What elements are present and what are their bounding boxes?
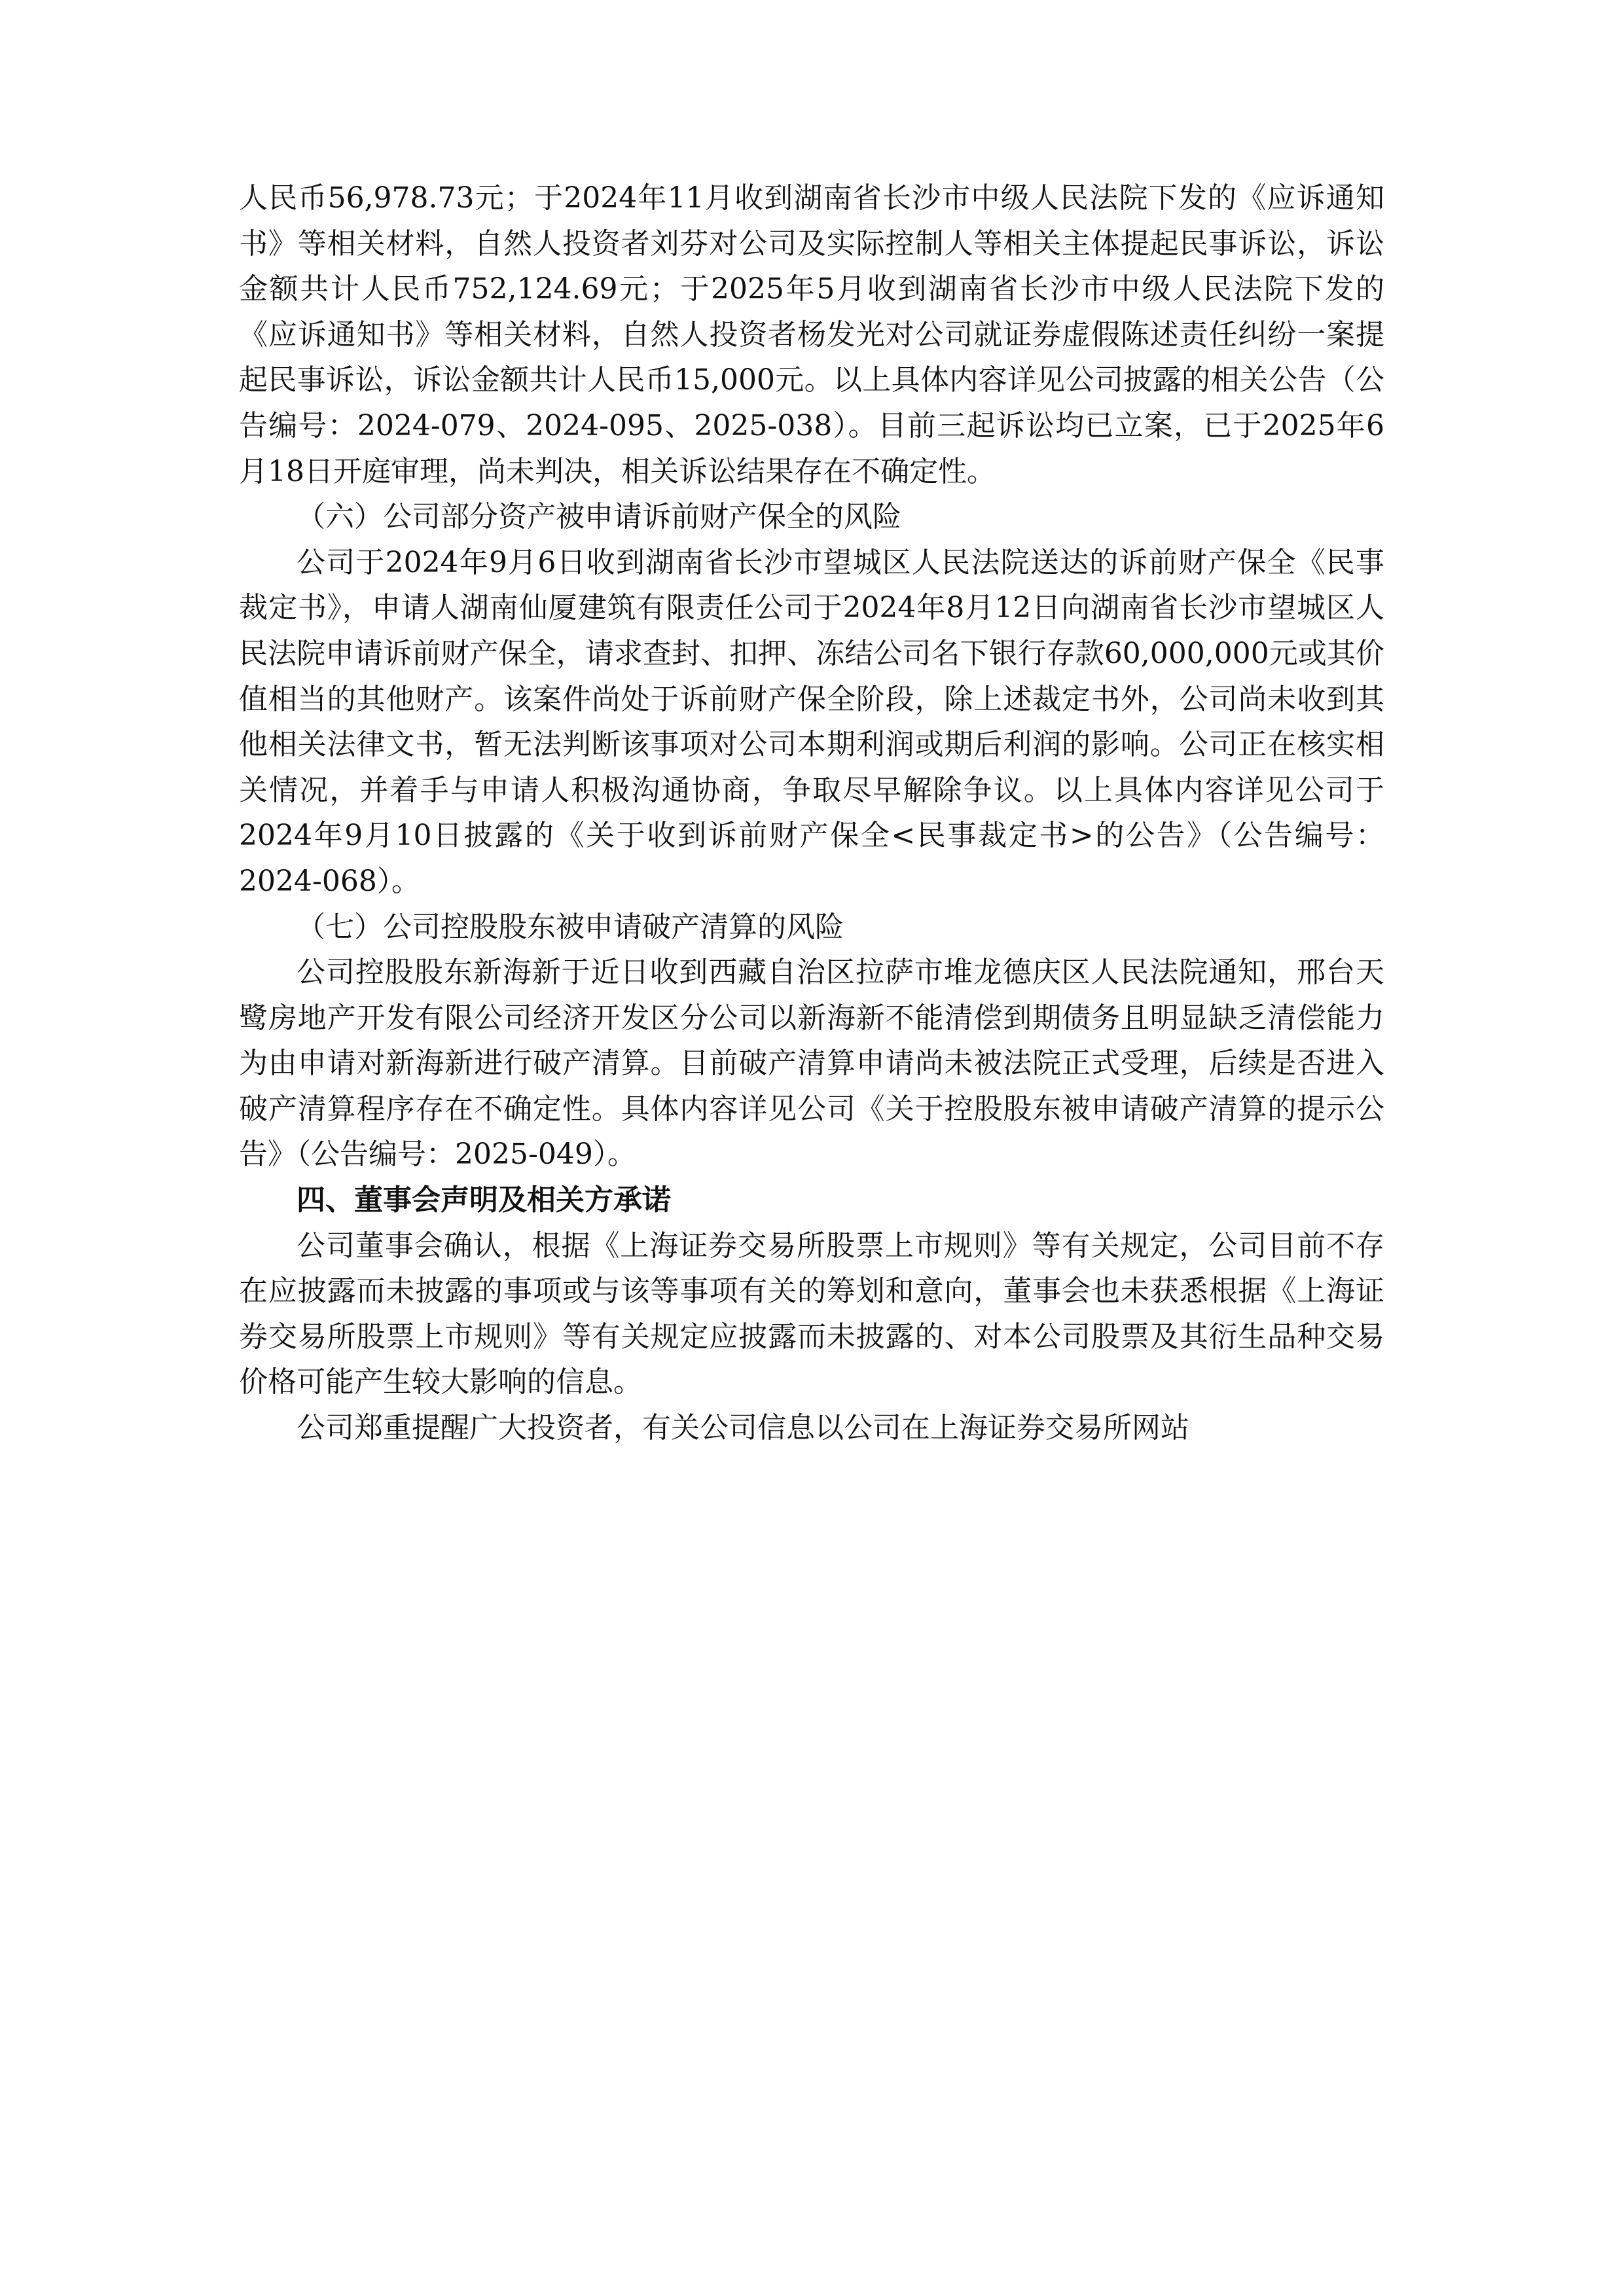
section-7-paragraph: 公司控股股东新海新于近日收到西藏自治区拉萨市堆龙德庆区人民法院通知，邢台天鹭房地产开发有限公司经济开发区分公司以新海新不能清偿到期债务且明显缺乏清偿能力为由申请对新海新进行破产清算。目前破产清算申请尚未被法院正式受理，后续是否进入破产清算程序存在不确定性。具体内容详见公司《关于控股股东被申请破产清算的提示公告》（公告编号：2025-049）。: [239, 956, 1384, 1172]
section-7-heading: （七）公司控股股东被申请破产清算的风险: [297, 910, 844, 944]
section-4-heading: 四、董事会声明及相关方承诺: [297, 1183, 671, 1217]
section-6-paragraph: 公司于2024年9月6日收到湖南省长沙市望城区人民法院送达的诉前财产保全《民事裁定书》，申请人湖南仙厦建筑有限责任公司于2024年8月12日向湖南省长沙市望城区人民法院申请诉前财产保全，请求查封、扣押、冻结公司名下银行存款60,000,000元或其价值相当的其他财产。该案件尚处于诉前财产保全阶段，除上述裁定书外，公司尚未收到其他相关法律文书，暂无法判断该事项对公司本期利润或期后利润的影响。公司正在核实相关情况，并着手与申请人积极沟通协商，争取尽早解除争议。以上具体内容详见公司于2024年9月10日披露的《关于收到诉前财产保全<民事裁定书>的公告》（公告编号：2024-068）。: [239, 545, 1384, 898]
litigation-paragraph: 人民币56,978.73元；于2024年11月收到湖南省长沙市中级人民法院下发的《应诉通知书》等相关材料，自然人投资者刘芬对公司及实际控制人等相关主体提起民事诉讼，诉讼金额共计人民币752,124.69元；于2025年5月收到湖南省长沙市中级人民法院下发的《应诉通知书》等相关材料，自然人投资者杨发光对公司就证券虚假陈述责任纠纷一案提起民事诉讼，诉讼金额共计人民币15,000元。以上具体内容详见公司披露的相关公告（公告编号：2024-079、2024-095、2025-038）。目前三起诉讼均已立案，已于2025年6月18日开庭审理，尚未判决，相关诉讼结果存在不确定性。: [239, 181, 1384, 488]
board-statement-paragraph: 公司董事会确认，根据《上海证券交易所股票上市规则》等有关规定，公司目前不存在应披露而未披露的事项或与该等事项有关的筹划和意向，董事会也未获悉根据《上海证券交易所股票上市规则》等有关规定应披露而未披露的、对本公司股票及其衍生品种交易价格可能产生较大影响的信息。: [239, 1229, 1384, 1399]
document-body: [239, 175, 1384, 1451]
investor-reminder-paragraph: 公司郑重提醒广大投资者，有关公司信息以公司在上海证券交易所网站: [297, 1411, 1189, 1445]
section-6-heading: （六）公司部分资产被申请诉前财产保全的风险: [297, 500, 901, 534]
